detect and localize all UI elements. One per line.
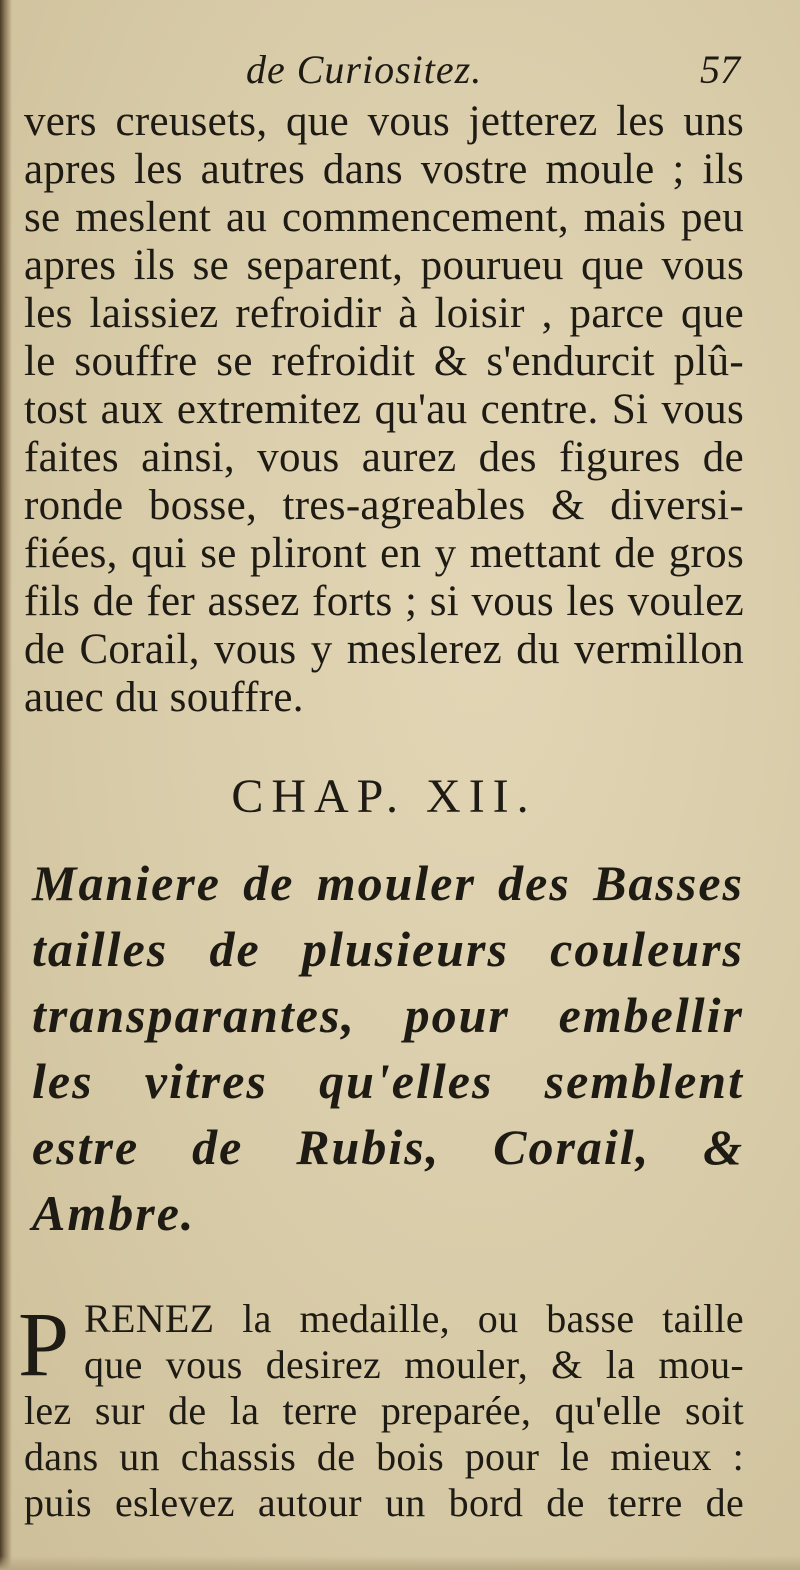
running-head: de Curiositez.: [246, 47, 483, 92]
text-line: fils de fer assez forts ; si vous les voulez: [24, 578, 744, 625]
page-text-block: [18, 40, 744, 1526]
text-line: RENEZ la medaille, ou basse taille: [84, 1296, 744, 1341]
text-line: tost aux extremitez qu'au centre. Si vous: [24, 386, 744, 433]
text-line: lez sur de la terre preparée, qu'elle soit: [24, 1388, 744, 1433]
page-bottom-shadow: [0, 1556, 800, 1570]
text-line: apres ils se separent, pourueu que vous: [24, 242, 744, 289]
paragraph-continuation: [24, 98, 744, 722]
title-line: estre de Rubis, Corail, &: [32, 1119, 744, 1175]
text-line: que vous desirez mouler, & la mou-: [84, 1342, 744, 1387]
drop-cap: P: [18, 1293, 70, 1395]
text-line: puis eslevez autour un bord de terre de: [24, 1480, 744, 1525]
chapter-title: [24, 850, 744, 1246]
text-line: les laissiez refroidir à loisir , parce que: [24, 290, 744, 337]
text-line: le souffre se refroidit & s'endurcit plû-: [24, 338, 744, 385]
text-line: dans un chassis de bois pour le mieux :: [24, 1434, 744, 1479]
title-line: tailles de plusieurs couleurs: [32, 921, 744, 977]
text-line: ronde bosse, tres-agreables & diversi-: [24, 482, 744, 529]
chapter-heading: CHAP. XII.: [231, 770, 537, 823]
title-line: Ambre.: [32, 1185, 196, 1241]
text-line: vers creusets, que vous jetterez les uns: [24, 98, 744, 145]
page-gutter-shadow: [0, 0, 12, 1570]
text-line: de Corail, vous y meslerez du vermillon: [24, 626, 744, 673]
text-line: se meslent au commencement, mais peu: [24, 194, 744, 241]
page-number: 57: [700, 47, 740, 92]
title-line: Maniere de mouler des Basses: [32, 855, 744, 911]
text-line: fiées, qui se pliront en y mettant de gros: [24, 530, 744, 577]
text-line: auec du souffre.: [24, 674, 304, 721]
paragraph-chapter-body: [18, 1293, 744, 1526]
title-line: transparantes, pour embellir: [32, 987, 744, 1043]
text-line: apres les autres dans vostre moule ; ils: [24, 146, 744, 193]
text-line: faites ainsi, vous aurez des figures de: [24, 434, 744, 481]
page-header: [24, 40, 744, 98]
title-line: les vitres qu'elles semblent: [32, 1053, 744, 1109]
